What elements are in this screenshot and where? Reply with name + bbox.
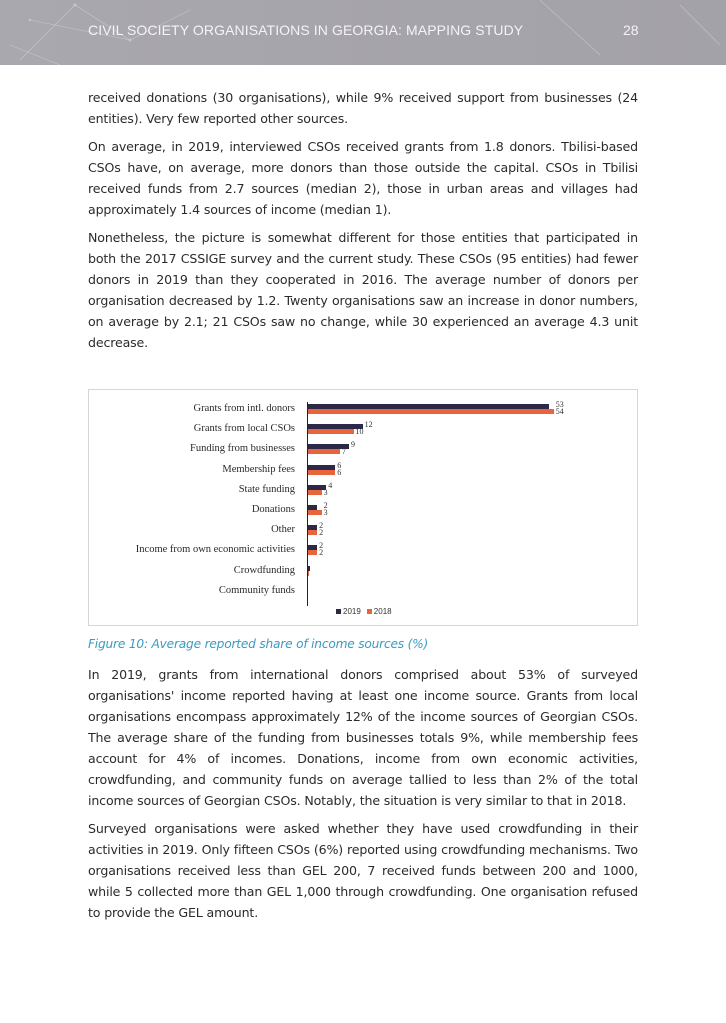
value-label-2018: 2	[319, 548, 324, 558]
chart-category-label: Income from own economic activities	[135, 544, 295, 556]
document-title: CIVIL SOCIETY ORGANISATIONS IN GEORGIA: MAPPING STUDY	[88, 22, 524, 38]
paragraph: On average, in 2019, interviewed CSOs received grants from 1.8 donors. Tbilisi-based CSOs have, on average, more donors than those outside the capital. CSOs in Tbilisi received funds from 2.7 sources (median 2), those in urban areas and villages had approximately 1.4 sources of income (median 1).	[88, 139, 638, 217]
value-label-2018: 54	[555, 407, 564, 416]
bar-2018	[308, 571, 309, 576]
value-label-2018: 3	[323, 487, 328, 497]
bar-2018	[308, 449, 340, 454]
value-label-2019: 4	[328, 480, 333, 490]
paragraph: Nonetheless, the picture is somewhat different for those entities that participated in both the 2017 CSSIGE survey and the current study. These CSOs (95 entities) had fewer donors in 2019 than they cooperated in 2016. The average number of donors per organisation decreased by 1.2. Twenty organisations saw an increase in donor numbers, on average by 2.1; 21 CSOs saw no change, while 30 experienced an average 4.3 unit decrease.	[88, 230, 638, 350]
chart-category-label: Membership fees	[222, 463, 295, 475]
income-sources-chart	[88, 389, 638, 626]
bar-2018	[308, 409, 554, 414]
chart-category-label: Donations	[251, 504, 295, 515]
chart-category-label: Grants from intl. donors	[193, 403, 295, 414]
value-label-2019: 53	[555, 400, 564, 409]
page-number: 28	[623, 22, 639, 38]
value-label-2018: 7	[341, 447, 346, 457]
value-label-2019: 2	[319, 521, 324, 531]
figure-caption: Figure 10: Average reported share of income sources (%)	[88, 637, 429, 651]
value-label-2018: 6	[337, 467, 342, 477]
bar-2018	[308, 510, 322, 515]
value-label-2019: 6	[337, 460, 342, 470]
chart-category-label: Funding from businesses	[190, 443, 295, 455]
legend-swatch-2018	[367, 609, 372, 614]
chart-category-label: Crowdfunding	[233, 564, 295, 576]
legend-swatch-2019	[336, 609, 341, 614]
legend-item-2018	[367, 607, 392, 616]
paragraph: Surveyed organisations were asked whether they have used crowdfunding in their activities in 2019. Only fifteen CSOs (6%) reported using crowdfunding mechanisms. Two organisations received less than GEL 200, 7 received funds between 200 and 1000, while 5 collected more than GEL 1,000 through crowdfunding. One organisation refused to provide the GEL amount.	[88, 821, 638, 920]
paragraph: In 2019, grants from international donors comprised about 53% of surveyed organisations' income reported having at least one income source. Grants from local organisations encompass approximately 12% of the income sources of Georgian CSOs. The average share of the funding from businesses totals 9%, while membership fees account for 4% of incomes. Donations, income from own economic activities, crowdfunding, and community funds on average tallied to less than 2% of the total income sources of Georgian CSOs. Notably, the situation is very similar to that in 2018.	[88, 667, 638, 808]
bar-2018	[308, 429, 354, 434]
value-label-2018: 2	[319, 528, 324, 538]
page-header	[0, 0, 726, 65]
bar-2018	[308, 530, 317, 535]
chart-legend	[336, 607, 398, 616]
chart-category-label: Community funds	[218, 584, 295, 596]
chart-category-label: Grants from local CSOs	[193, 423, 295, 435]
paragraph: received donations (30 organisations), while 9% received support from businesses (24 entities). Very few reported other sources.	[88, 90, 638, 126]
value-label-2019: 2	[319, 541, 324, 551]
legend-label-2019: 2019	[343, 607, 361, 616]
bar-2018	[308, 550, 317, 555]
bar-2018	[308, 470, 335, 475]
legend-item-2019	[336, 607, 361, 616]
value-label-2019: 12	[364, 420, 373, 430]
bar-2018	[308, 490, 322, 495]
chart-category-label: Other	[271, 524, 295, 536]
value-label-2018: 10	[355, 427, 364, 437]
value-label-2019: 2	[323, 501, 328, 510]
value-label-2019: 9	[350, 440, 355, 450]
legend-label-2018: 2018	[373, 607, 392, 616]
chart-category-label: State funding	[238, 483, 295, 495]
value-label-2018: 3	[323, 508, 328, 517]
